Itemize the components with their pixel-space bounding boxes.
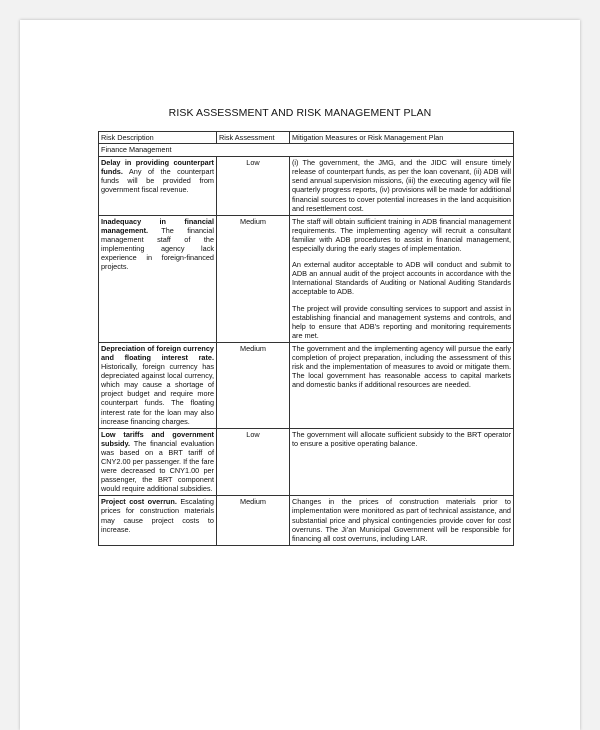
section-label: Finance Management bbox=[99, 144, 514, 157]
table-row bbox=[99, 157, 514, 216]
mitigation-paragraph: The government and the implementing agency will pursue the early completion of project preparation, including the assessment of this risk and the implementation of measures to avoid or mitigate them. The local government has reasonable access to capital markets and domestic banks if additional resources are needed. bbox=[292, 343, 511, 390]
mitigation-cell bbox=[290, 215, 514, 342]
document-title: RISK ASSESSMENT AND RISK MANAGEMENT PLAN bbox=[168, 107, 432, 119]
mitigation-cell bbox=[290, 157, 514, 216]
mitigation-paragraph: The project will provide consulting services to support and assist in establishing financial and management systems and controls, and help to ensure that ADB’s reporting and monitoring requirements are met. bbox=[292, 303, 511, 340]
risk-description-cell bbox=[99, 428, 217, 496]
risk-body: Historically, foreign currency has depreciated against local currency, which may cause a shortage of project budget and require more counterpart funds. The floating interest rate for the loan may also increase financing charges. bbox=[101, 362, 214, 426]
table-row bbox=[99, 428, 514, 496]
risk-body: The financial evaluation was based on a BRT tariff of CNY2.00 per passenger. If the fare were decreased to CNY1.00 per passenger, the BRT component would require additional subsidies. bbox=[101, 438, 214, 494]
mitigation-paragraph: Changes in the prices of construction materials prior to implementation were monitored as part of technical assistance, and substantial price and physical contingencies provide cover for cost overruns. The Ji’an Municipal Government will be responsible for financing all cost overruns, including LAR. bbox=[292, 497, 511, 543]
risk-rating: Medium bbox=[217, 496, 290, 545]
risk-rating: Medium bbox=[217, 215, 290, 342]
mitigation-paragraph: An external auditor acceptable to ADB will conduct and submit to ADB an annual audit of the project accounts in accordance with the International Standards of Auditing or National Auditing Standards acceptable to ADB. bbox=[292, 260, 511, 297]
mitigation-paragraph: The staff will obtain sufficient training in ADB financial management requirements. The implementing agency will recruit a consultant familiar with ADB procedures to assist in financial management, especially during the early stages of implementation. bbox=[292, 216, 511, 254]
mitigation-cell bbox=[290, 428, 514, 496]
mitigation-paragraph: The government will allocate sufficient subsidy to the BRT operator to ensure a positive operating balance. bbox=[292, 429, 511, 448]
risk-rating: Low bbox=[217, 428, 290, 496]
risk-rating: Medium bbox=[217, 342, 290, 428]
table-row bbox=[99, 496, 514, 545]
risk-table bbox=[98, 131, 514, 546]
risk-description-cell bbox=[99, 157, 217, 216]
risk-body: Escalating prices for construction materials may cause project costs to increase. bbox=[101, 497, 214, 534]
mitigation-cell bbox=[290, 342, 514, 428]
mitigation-paragraph: (i) The government, the JMG, and the JIDC will ensure timely release of counterpart funds, as per the loan covenant, (ii) ADB will send annual supervision missions, (iii) the executing agency will file quarterly progress reports, (iv) provisions will be made for additional financial sources to cover potential increases in the land acquisition and resettlement cost. bbox=[292, 158, 511, 213]
risk-title: Inadequacy in financial management. bbox=[101, 216, 214, 235]
header-mitigation: Mitigation Measures or Risk Management Plan bbox=[290, 132, 514, 144]
risk-title: Low tariffs and government subsidy. bbox=[101, 429, 214, 448]
risk-title: Depreciation of foreign currency and floating interest rate. bbox=[101, 343, 214, 362]
section-row bbox=[99, 144, 514, 157]
document-page bbox=[20, 20, 580, 730]
risk-description-cell bbox=[99, 496, 217, 545]
table-row bbox=[99, 342, 514, 428]
header-risk-assessment: Risk Assessment bbox=[217, 132, 290, 144]
risk-title: Delay in providing counterpart funds. bbox=[101, 158, 214, 177]
risk-title: Project cost overrun. bbox=[101, 497, 177, 507]
risk-description-cell bbox=[99, 215, 217, 342]
risk-body: Any of the counterpart funds will be provided from government fiscal revenue. bbox=[101, 167, 214, 195]
risk-body: The financial management staff of the implementing agency lack experience in foreign-financed projects. bbox=[101, 225, 214, 272]
table-row bbox=[99, 215, 514, 342]
risk-description-cell bbox=[99, 342, 217, 428]
mitigation-cell bbox=[290, 496, 514, 545]
risk-rating: Low bbox=[217, 157, 290, 216]
table-header-row bbox=[99, 132, 514, 144]
header-risk-description: Risk Description bbox=[99, 132, 217, 144]
